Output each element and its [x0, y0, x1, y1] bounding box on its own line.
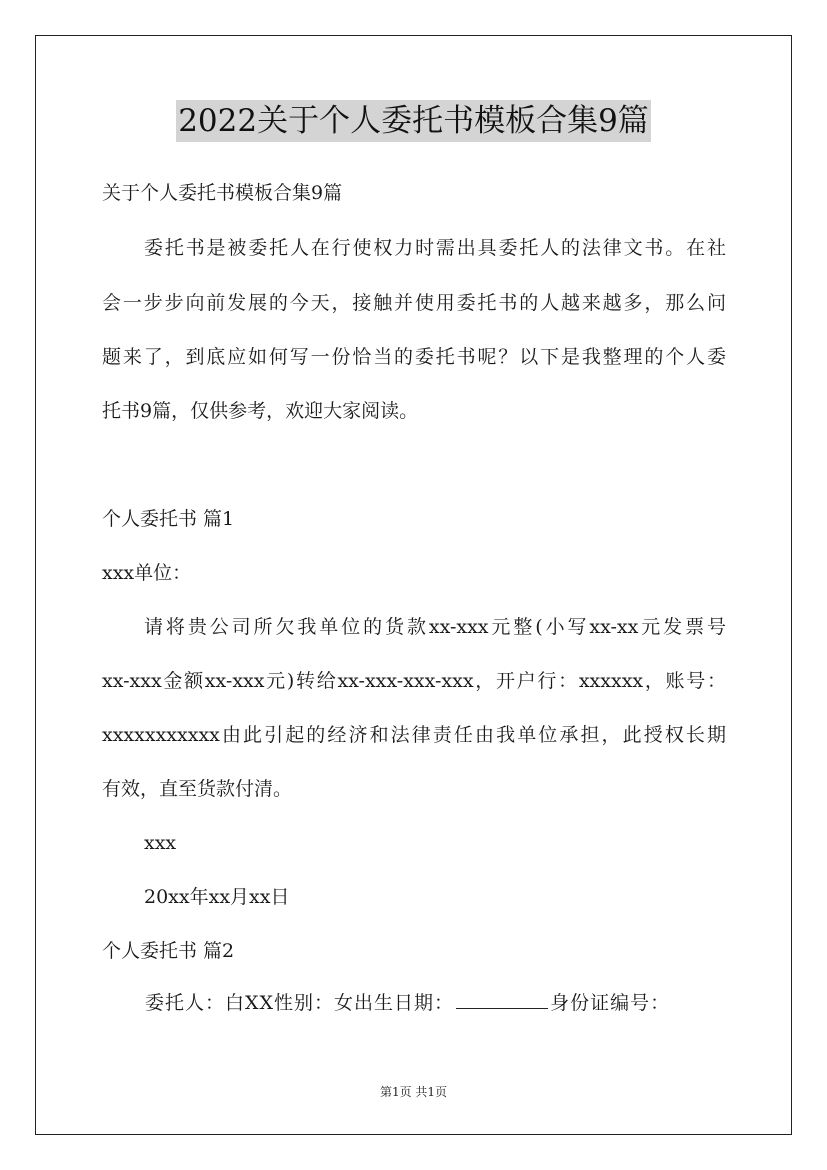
intro-line-3: 题来了，到底应如何写一份恰当的委托书呢？以下是我整理的个人委 [102, 346, 726, 368]
document-title: 2022关于个人委托书模板合集9篇 [176, 100, 651, 142]
section2-delegate-line [145, 990, 670, 1016]
section2-heading: 个人委托书 篇2 [102, 940, 235, 962]
intro-line-4: 托书9篇，仅供参考，欢迎大家阅读。 [102, 400, 419, 422]
section1-body-line-1: 请将贵公司所欠我单位的货款xx-xxx元整(小写xx-xx元发票号 [144, 616, 726, 638]
title-container [0, 100, 827, 142]
section1-date: 20xx年xx月xx日 [144, 886, 290, 908]
document-subtitle: 关于个人委托书模板合集9篇 [102, 182, 343, 204]
section1-heading: 个人委托书 篇1 [102, 508, 235, 530]
delegate-prefix: 委托人：白XX性别：女出生日期： [145, 992, 455, 1014]
intro-line-1: 委托书是被委托人在行使权力时需出具委托人的法律文书。在社 [144, 237, 726, 259]
section1-body-line-3: xxxxxxxxxxx由此引起的经济和法律责任由我单位承担，此授权长期 [102, 724, 726, 746]
section1-body-line-4: 有效，直至货款付清。 [102, 778, 293, 800]
page-footer: 第1页 共1页 [379, 1085, 448, 1099]
birthdate-blank [456, 990, 548, 1009]
section1-body-line-2: xx-xxx金额xx-xxx元)转给xx-xxx-xxx-xxx，开户行：xxxxxx，账号： [102, 670, 726, 692]
section1-signer: xxx [144, 832, 177, 854]
section1-salutation: xxx单位： [102, 562, 192, 584]
delegate-suffix: 身份证编号： [550, 992, 671, 1014]
intro-line-2: 会一步步向前发展的今天，接触并使用委托书的人越来越多，那么问 [102, 292, 726, 314]
